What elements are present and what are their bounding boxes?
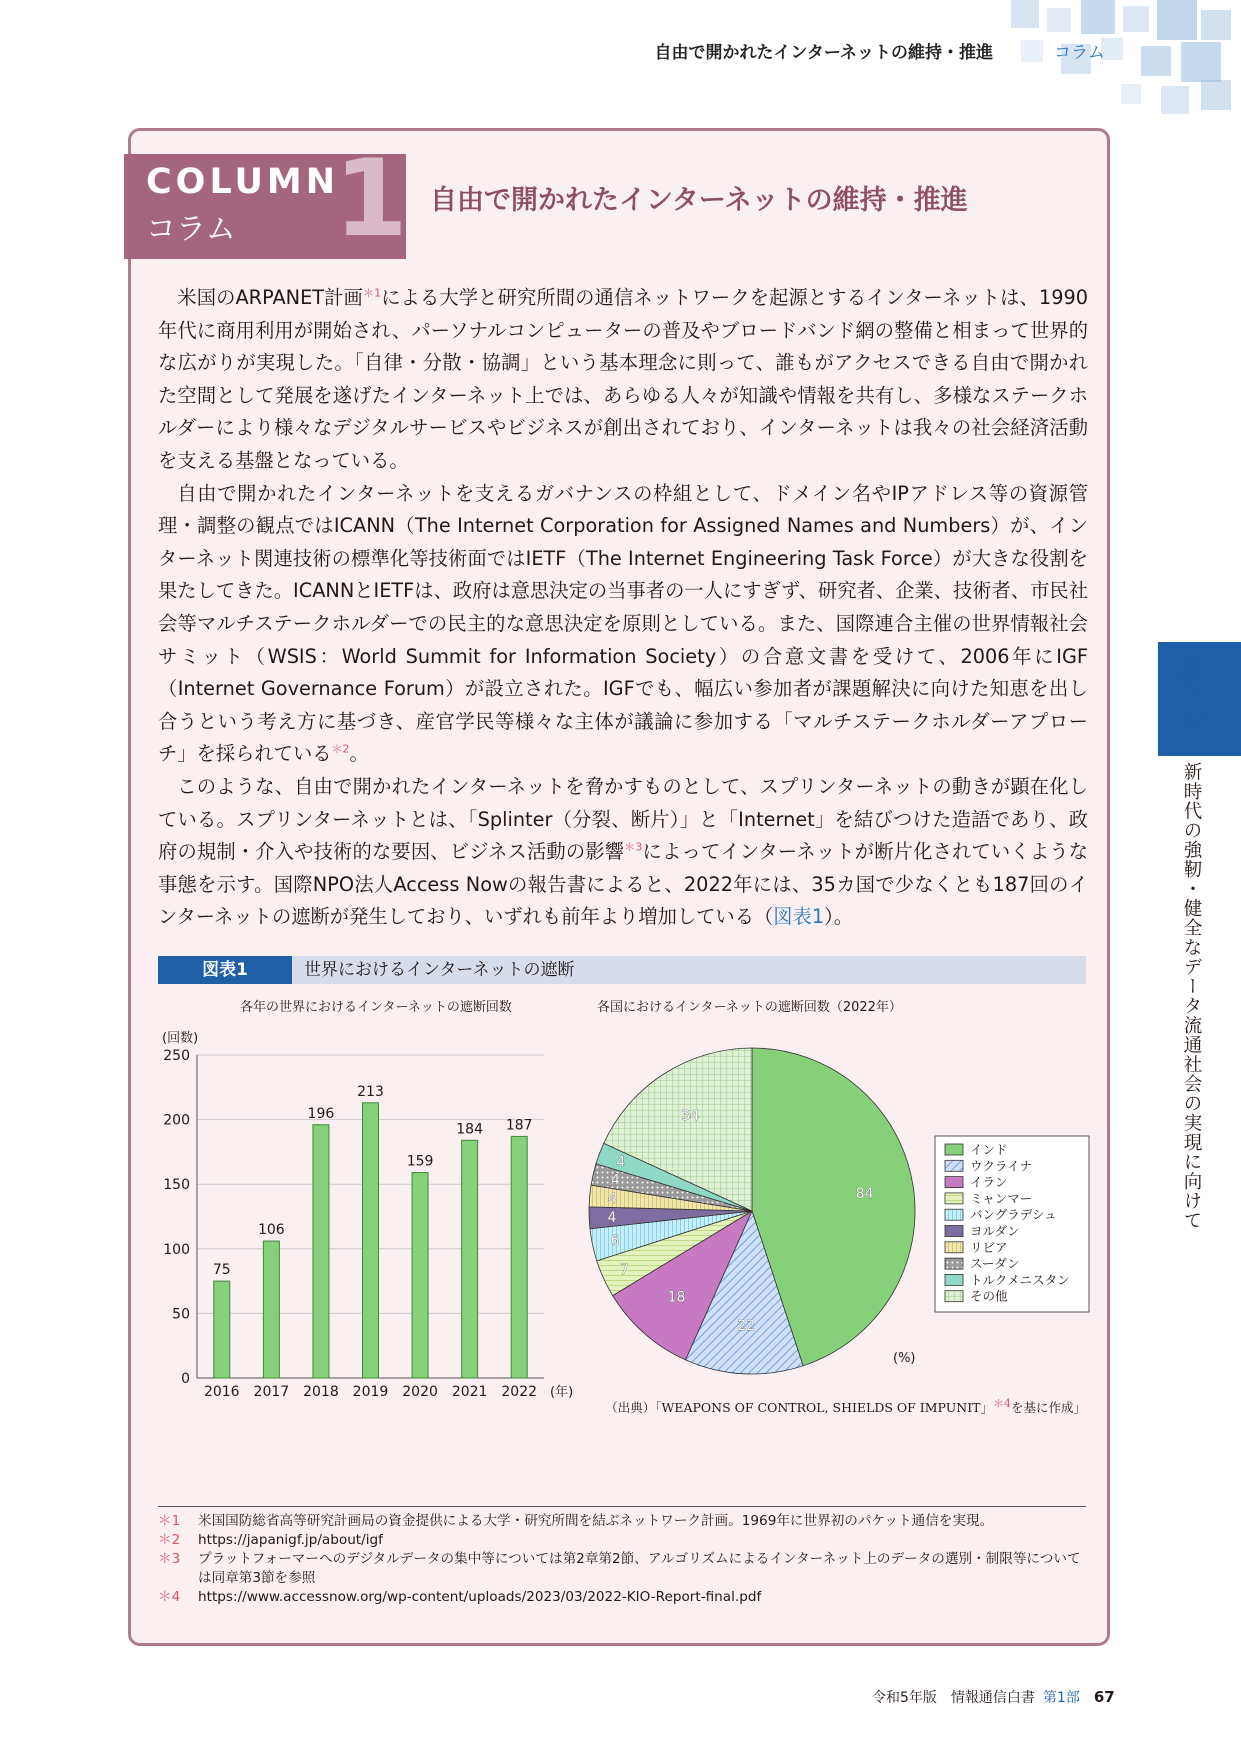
bar-value-label: 187 bbox=[505, 1117, 533, 1134]
slice-value-label: 4 bbox=[610, 1172, 620, 1189]
legend-swatch bbox=[945, 1177, 963, 1188]
legend-swatch bbox=[945, 1291, 963, 1302]
column-number: 1 bbox=[334, 137, 408, 260]
bar bbox=[214, 1281, 230, 1378]
slice-value-label: 4 bbox=[616, 1154, 626, 1171]
footnote-ref-1[interactable]: ＊1 bbox=[362, 286, 382, 300]
footnote-ref-2[interactable]: ＊2 bbox=[331, 742, 350, 756]
x-tick-label: 2018 bbox=[303, 1384, 339, 1400]
footnote-ref-4[interactable]: ＊4 bbox=[992, 1396, 1011, 1410]
legend-label: イラン bbox=[970, 1174, 1008, 1190]
bar bbox=[462, 1140, 478, 1378]
footnote-item: ＊3 プラットフォーマーへのデジタルデータの集中等については第2章第2節、アルゴリズムによるインターネット上のデータの選別・制限等については同章第3節を参照 bbox=[158, 1551, 1081, 1586]
figure-source: （出典）「WEAPONS OF CONTROL, SHIELDS OF IMPUNIT」＊4を基に作成」 bbox=[605, 1396, 1086, 1415]
running-title: 自由で開かれたインターネットの維持・推進 bbox=[654, 43, 993, 63]
bar-value-label: 196 bbox=[307, 1105, 335, 1122]
legend-label: スーダン bbox=[970, 1256, 1020, 1272]
chapter-label: 第 3 章 bbox=[1181, 656, 1204, 733]
slice-value-label: 6 bbox=[610, 1233, 620, 1250]
slice-value-label: 7 bbox=[620, 1262, 629, 1279]
figure-title: 世界におけるインターネットの遮断 bbox=[304, 960, 575, 980]
bar-value-label: 106 bbox=[257, 1222, 285, 1239]
x-tick-label: 2022 bbox=[501, 1384, 538, 1400]
footnote-link[interactable]: https://www.accessnow.org/wp-content/uploads/2023/03/2022-KIO-Report-final.pdf bbox=[198, 1589, 762, 1605]
column-label-en: COLUMN bbox=[146, 162, 340, 202]
pie-chart bbox=[589, 1048, 1089, 1374]
legend-label: その他 bbox=[970, 1288, 1008, 1304]
legend-swatch bbox=[945, 1209, 963, 1220]
bar-value-label: 184 bbox=[456, 1121, 484, 1138]
bar bbox=[511, 1136, 527, 1378]
x-tick-label: 2021 bbox=[451, 1384, 488, 1400]
bar bbox=[412, 1173, 428, 1378]
bar-chart bbox=[162, 1030, 573, 1400]
legend-swatch bbox=[945, 1160, 963, 1171]
column-label-jp: コラム bbox=[146, 212, 236, 247]
paragraph-2: 自由で開かれたインターネットを支えるガバナンスの枠組として、ドメイン名やIPアドレス等の資源管理・調整の観点ではICANN（The Internet Corporation for Assigned Names and Numbers）が、インターネット関連技術の標準化等技術面ではIETF（The Internet Engineering Task Force）が大きな役割を果たしてきた。ICANNとIETFは、政府は意思決定の当事者の一人にすぎず、研究者、企業、技術者、市民社会等マルチステークホルダーでの民主的な意思決定を原則としている。また、国際連合主催の世界情報社会サミット（WSIS：World Summit for Information Society）の合意文書を受けて、2006年にIGF（Internet Governance Forum）が設立された。IGFでも、幅広い参加者が課題解決に向けた知恵を出し合うという考え方に基づき、産官学民等様々な主体が議論に参加する「マルチステークホルダーアプローチ」を採られている$^{*2}$。 bbox=[158, 481, 1088, 766]
column-title: 自由で開かれたインターネットの維持・推進 bbox=[430, 185, 968, 216]
paragraph-3: このような、自由で開かれたインターネットを脅かすものとして、スプリンターネットの動きが顕在化している。スプリンターネットとは、「Splinter（分裂、断片）」と「Internet」を結びつけた造語であり、政府の規制・介入や技術的な要因、ビジネス活動の影響$^{*3}$によってインターネットが断片化されていくような事態を示す。国際NPO法人Access Nowの報告書によると、2022年には、35カ国で少なくとも187回のインターネットの遮断が発生しており、いずれも前年より増加している（図表1）。 bbox=[158, 774, 1088, 929]
legend-label: インド bbox=[970, 1142, 1008, 1157]
slice-value-label: 84 bbox=[855, 1185, 874, 1202]
y-tick-label: 150 bbox=[163, 1177, 190, 1194]
legend-swatch bbox=[945, 1258, 963, 1269]
publication-name: 令和5年版 情報通信白書 bbox=[872, 1690, 1035, 1706]
pie-unit-label: (%) bbox=[893, 1351, 916, 1366]
legend-label: ミャンマー bbox=[970, 1190, 1033, 1206]
legend-swatch bbox=[945, 1226, 963, 1237]
x-tick-label: 2016 bbox=[203, 1384, 240, 1400]
slice-value-label: 4 bbox=[607, 1209, 617, 1226]
figure-reference-link[interactable]: 図表1 bbox=[773, 905, 825, 929]
legend-label: リビア bbox=[970, 1239, 1008, 1255]
footnote-ref-3[interactable]: ＊3 bbox=[624, 840, 643, 854]
y-axis-label: (回数) bbox=[162, 1031, 199, 1046]
legend-label: ヨルダン bbox=[970, 1223, 1020, 1239]
y-tick-label: 250 bbox=[163, 1048, 190, 1064]
footnote-divider bbox=[158, 1506, 1086, 1507]
legend-swatch bbox=[945, 1274, 963, 1285]
x-tick-label: 2019 bbox=[352, 1384, 389, 1400]
y-tick-label: 50 bbox=[172, 1306, 190, 1323]
legend-swatch bbox=[945, 1193, 963, 1204]
footnote-item: ＊1 米国国防総省高等研究計画局の資金提供による大学・研究所間を結ぶネットワーク計画。1969年に世界初のパケット通信を実現。 bbox=[158, 1513, 994, 1529]
x-tick-label: 2020 bbox=[402, 1384, 438, 1400]
bar-value-label: 213 bbox=[357, 1083, 384, 1100]
legend-swatch bbox=[945, 1242, 963, 1253]
footnote-item: ＊2 https://japanigf.jp/about/igf bbox=[158, 1531, 1086, 1550]
slice-value-label: 4 bbox=[607, 1191, 617, 1208]
footnote-item: ＊4 https://www.accessnow.org/wp-content/uploads/2023/03/2022-KIO-Report-final.pdf bbox=[158, 1588, 1086, 1607]
page-footer bbox=[872, 1687, 1115, 1707]
x-tick-label: 2017 bbox=[253, 1384, 290, 1400]
bar bbox=[363, 1103, 379, 1378]
legend-swatch bbox=[945, 1144, 963, 1155]
y-tick-label: 100 bbox=[163, 1241, 190, 1258]
pie-chart-title: 各国におけるインターネットの遮断回数（2022年） bbox=[597, 1000, 902, 1015]
y-tick-label: 200 bbox=[163, 1112, 190, 1129]
figure-label: 図表1 bbox=[158, 956, 292, 984]
legend-label: トルクメニスタン bbox=[970, 1272, 1070, 1288]
bar bbox=[313, 1125, 329, 1378]
bar-chart-title: 各年の世界におけるインターネットの遮断回数 bbox=[240, 1000, 512, 1015]
paragraph-1: 米国のARPANET計画$^{*1}$による大学と研究所間の通信ネットワークを起源とするインターネットは、1990年代に商用利用が開始され、パーソナルコンピューターの普及やブロードバンド網の整備と相まって世界的な広がりが実現した。「自律・分散・協調」という基本理念に則って、誰もがアクセスできる自由で開かれた空間として発展を遂げたインターネット上では、あらゆる人々が知識や情報を共有し、多様なステークホルダーにより様々なデジタルサービスやビジネスが創出されており、インターネットは我々の社会経済活動を支える基盤となっている。 bbox=[158, 286, 1088, 472]
page-number: 67 bbox=[1093, 1688, 1115, 1706]
bar-value-label: 159 bbox=[406, 1153, 434, 1170]
slice-value-label: 18 bbox=[667, 1289, 686, 1306]
legend-label: ウクライナ bbox=[970, 1158, 1033, 1174]
part-label: 第1部 bbox=[1042, 1690, 1080, 1706]
chapter-subtitle: 新時代の強靭・健全なデータ流通社会の実現に向けて bbox=[1181, 762, 1202, 1230]
slice-value-label: 22 bbox=[737, 1317, 756, 1334]
bar-value-label: 75 bbox=[212, 1262, 231, 1279]
legend-label: バングラデシュ bbox=[970, 1207, 1057, 1223]
section-tag: コラム bbox=[1054, 43, 1105, 63]
footnote-link[interactable]: https://japanigf.jp/about/igf bbox=[198, 1532, 383, 1548]
slice-value-label: 34 bbox=[681, 1108, 700, 1125]
bar bbox=[263, 1241, 279, 1378]
footnotes bbox=[158, 1512, 1086, 1607]
x-axis-unit: (年) bbox=[550, 1385, 574, 1400]
y-tick-label: 0 bbox=[181, 1371, 190, 1387]
